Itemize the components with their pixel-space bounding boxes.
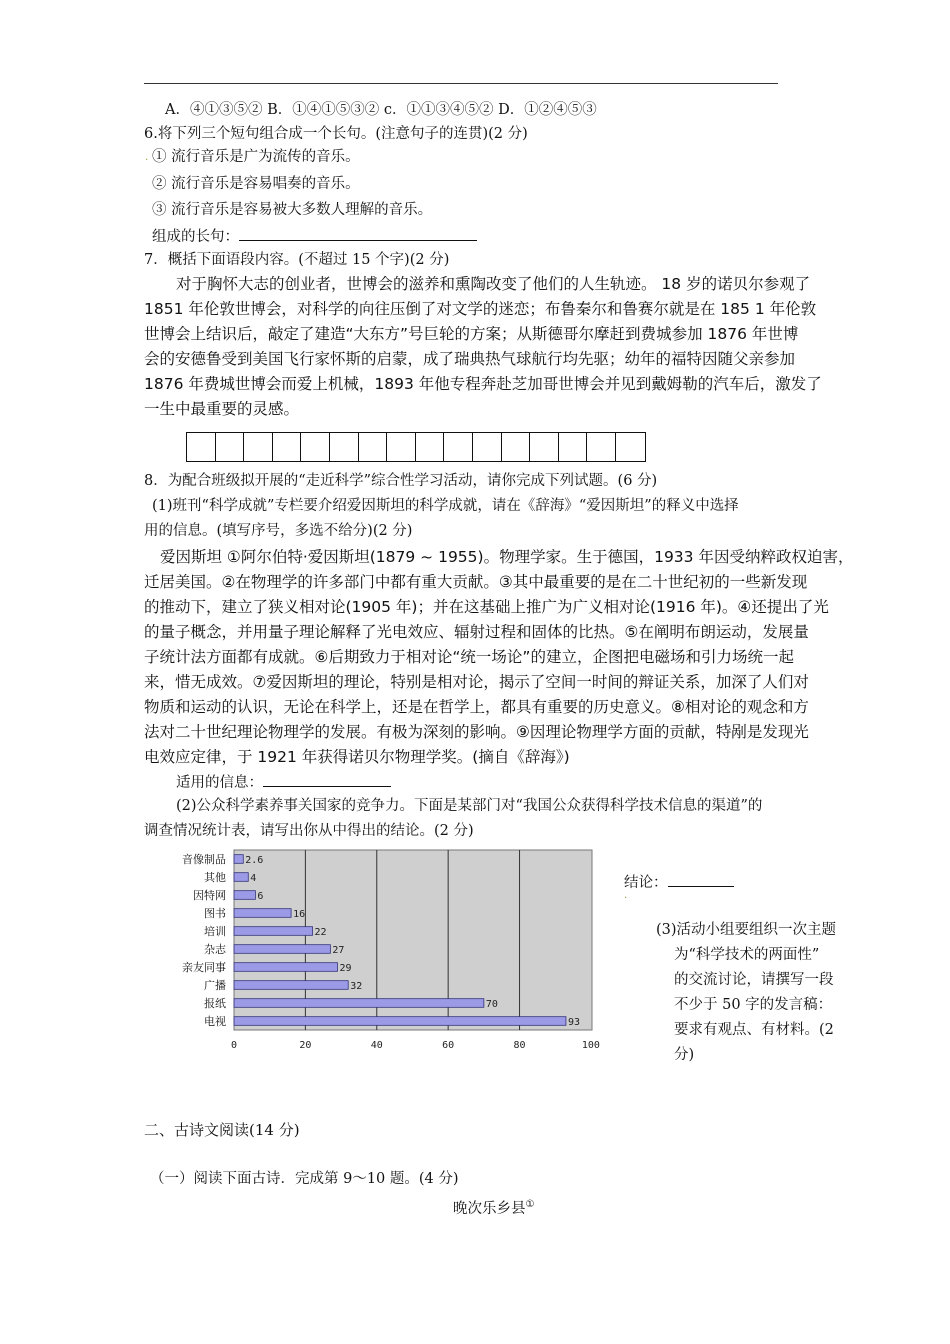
q7-line: 1851 年伦敦世博会，对科学的向往压倒了对文学的迷恋；布鲁秦尔和鲁赛尔就是在 185 1 年伦敦 xyxy=(144,300,817,318)
q6-answer-line xyxy=(152,226,477,247)
section2-title: 二、古诗文阅读(14 分) xyxy=(144,1121,300,1139)
data-label: 6 xyxy=(257,891,264,902)
einstein-line: 法对二十世纪理论物理学的发展。有极为深刻的影响。⑨因理论物理学方面的贡献，特剐是发现光 xyxy=(144,723,809,741)
q6-answer-label: 组成的长句： xyxy=(152,229,239,245)
q7-line: 1876 年费城世博会而爱上机械，1893 年他专程奔赴芝加哥世博会并见到戴姆勒的汽车后，激发了 xyxy=(144,375,822,393)
data-label: 16 xyxy=(293,909,306,920)
category-label: 音像制品 xyxy=(182,853,226,866)
bar xyxy=(234,999,484,1008)
q7-line: 世博会上结识后，敲定了建造“大东方”号巨轮的方案；从斯德哥尔摩赶到费城参加 1876 年世博 xyxy=(144,325,799,343)
q8-part3-line: 分) xyxy=(674,1047,695,1063)
poem-title-line xyxy=(453,1195,534,1219)
category-label: 电视 xyxy=(204,1015,226,1028)
x-tick-label: 0 xyxy=(230,1040,238,1051)
q7-title: 7．概括下面语段内容。(不超过 15 个字)(2 分) xyxy=(144,252,450,268)
answer-cell[interactable] xyxy=(216,433,245,461)
stray-mark: . xyxy=(624,890,628,901)
q6-answer-blank[interactable] xyxy=(239,226,477,241)
q7-answer-grid[interactable] xyxy=(186,432,646,462)
einstein-line: 来，惜无成效。⑦爱因斯坦的理论，特别是相对论，揭示了空间一时间的辩证关系，加深了人们对 xyxy=(144,673,809,691)
data-label: 29 xyxy=(339,963,352,974)
bar xyxy=(234,963,338,972)
data-label: 27 xyxy=(332,945,345,956)
answer-cell[interactable] xyxy=(473,433,502,461)
bar xyxy=(234,855,243,864)
answer-cell[interactable] xyxy=(330,433,359,461)
einstein-definition xyxy=(144,545,862,770)
answer-cell[interactable] xyxy=(273,433,302,461)
channels-bar-chart xyxy=(172,848,602,1058)
einstein-line: 的推动下，建立了狭义相对论(1905 年)；并在这基础上推广为广义相对论(1916 年)。④还提出了光 xyxy=(144,598,829,616)
q8-part3 xyxy=(656,918,866,1068)
q8-part3-line: (3)活动小组要组织一次主题 xyxy=(656,922,837,938)
stray-mark: . xyxy=(145,152,149,163)
answer-cell[interactable] xyxy=(359,433,388,461)
category-label: 其他 xyxy=(204,871,226,884)
poem-title: 晚次乐乡县 xyxy=(453,1200,526,1217)
answer-cell[interactable] xyxy=(244,433,273,461)
bar xyxy=(234,1017,566,1026)
data-label: 70 xyxy=(485,999,498,1010)
section2-subtitle: （一）阅读下面古诗．完成第 9～10 题。(4 分) xyxy=(150,1171,459,1187)
category-label: 报纸 xyxy=(204,997,226,1010)
info-answer-blank[interactable] xyxy=(263,772,391,787)
answer-cell[interactable] xyxy=(187,433,216,461)
answer-cell[interactable] xyxy=(301,433,330,461)
bar xyxy=(234,873,248,882)
bar xyxy=(234,981,348,990)
answer-cell[interactable] xyxy=(387,433,416,461)
q6-sentence-3: ③ 流行音乐是容易被大多数人理解的音乐。 xyxy=(152,202,433,218)
conclusion-label: 结论： xyxy=(624,875,668,891)
q7-line: 一生中最重要的灵感。 xyxy=(144,400,300,418)
q7-passage xyxy=(144,272,862,422)
q7-line: 会的安德鲁受到美国飞行家怀斯的启蒙，成了瑞典热气球航行均先驱；幼年的福特因随父亲参加 xyxy=(144,350,796,368)
einstein-line: 迁居美国。②在物理学的许多部门中都有重大贡献。③其中最重要的是在二十世纪初的一些新发现 xyxy=(144,573,808,591)
data-label: 22 xyxy=(314,927,327,938)
bar xyxy=(234,927,313,936)
answer-cell[interactable] xyxy=(444,433,473,461)
category-label: 亲友同事 xyxy=(182,961,226,974)
answer-cell[interactable] xyxy=(416,433,445,461)
x-tick-label: 80 xyxy=(513,1040,526,1051)
q6-sentence-1: ① 流行音乐是广为流传的音乐。 xyxy=(152,149,360,165)
bar xyxy=(234,891,255,900)
bar xyxy=(234,945,330,954)
category-label: 因特网 xyxy=(193,889,226,902)
info-answer-line xyxy=(176,772,391,793)
q8-part3-line: 不少于 50 字的发言稿： xyxy=(674,997,833,1013)
q7-line: 对于胸怀大志的创业者，世博会的滋养和熏陶改变了他们的人生轨迹。 18 岁的诺贝尔参观了 xyxy=(176,275,811,293)
q8-part3-line: 的交流讨论，请撰写一段 xyxy=(674,972,834,988)
answer-cell[interactable] xyxy=(502,433,531,461)
answer-cell[interactable] xyxy=(587,433,616,461)
x-tick-label: 100 xyxy=(581,1040,600,1051)
answer-cell[interactable] xyxy=(530,433,559,461)
poem-footnote-mark: ① xyxy=(525,1199,535,1210)
x-tick-label: 40 xyxy=(370,1040,383,1051)
category-label: 杂志 xyxy=(204,943,226,956)
category-label: 培训 xyxy=(204,925,226,938)
q6-sentence-2: ② 流行音乐是容易唱奏的音乐。 xyxy=(152,176,360,192)
q8-part3-line: 要求有观点、有材料。(2 xyxy=(674,1022,834,1038)
conclusion-blank[interactable] xyxy=(668,872,734,887)
data-label: 2.6 xyxy=(245,855,264,866)
q5-options: A．④①③⑤② B．①④①⑤③② c．①①③④⑤② D．①②④⑤③ xyxy=(165,102,597,118)
data-label: 4 xyxy=(250,873,257,884)
x-tick-label: 60 xyxy=(442,1040,455,1051)
bar xyxy=(234,909,291,918)
einstein-line: 子统计法方面都有成就。⑥后期致力于相对论“统一场论”的建立，企图把电磁场和引力场统一起 xyxy=(144,648,794,666)
q8-part2-line1: (2)公众科学素养事关国家的竞争力。下面是某部门对“我国公众获得科学技术信息的渠道”的 xyxy=(176,798,763,814)
einstein-line: 物质和运动的认识，无论在科学上，还是在哲学上，都具有重要的历史意义。⑧相对论的观念和方 xyxy=(144,698,809,716)
conclusion-line xyxy=(624,872,734,893)
q6-title: 6.将下列三个短句组合成一个长句。(注意句子的连贯)(2 分) xyxy=(144,126,528,142)
info-label: 适用的信息： xyxy=(176,775,263,791)
data-label: 93 xyxy=(567,1017,580,1028)
data-label: 32 xyxy=(350,981,363,992)
x-tick-label: 20 xyxy=(299,1040,312,1051)
q8-part1-line1: (1)班刊“科学成就”专栏要介绍爱因斯坦的科学成就，请在《辞海》“爱因斯坦”的释义中选择 xyxy=(152,498,739,514)
einstein-line: 电效应定律，于 1921 年获得诺贝尔物理学奖。(摘自《辞海》) xyxy=(144,748,570,766)
category-label: 广播 xyxy=(204,979,226,992)
einstein-line: 爱因斯坦 ①阿尔伯特·爱因斯坦(1879 ~ 1955)。物理学家。生于德国，1933 年因受纳粹政权迫害， xyxy=(160,548,854,566)
answer-cell[interactable] xyxy=(616,433,645,461)
einstein-line: 的量子概念，并用量子理论解释了光电效应、辐射过程和固体的比热。⑤在阐明布朗运动，发展量 xyxy=(144,623,809,641)
header-rule xyxy=(144,83,778,84)
q8-part1-line2: 用的信息。(填写序号，多选不给分)(2 分) xyxy=(144,523,413,539)
q8-part2-line2: 调查情况统计表，请写出你从中得出的结论。(2 分) xyxy=(144,823,474,839)
category-label: 图书 xyxy=(204,907,226,920)
answer-cell[interactable] xyxy=(559,433,588,461)
q8-title: 8．为配合班级拟开展的“走近科学”综合性学习活动，请你完成下列试题。(6 分) xyxy=(144,473,658,489)
q8-part3-line: 为“科学技术的两面性” xyxy=(674,947,820,963)
